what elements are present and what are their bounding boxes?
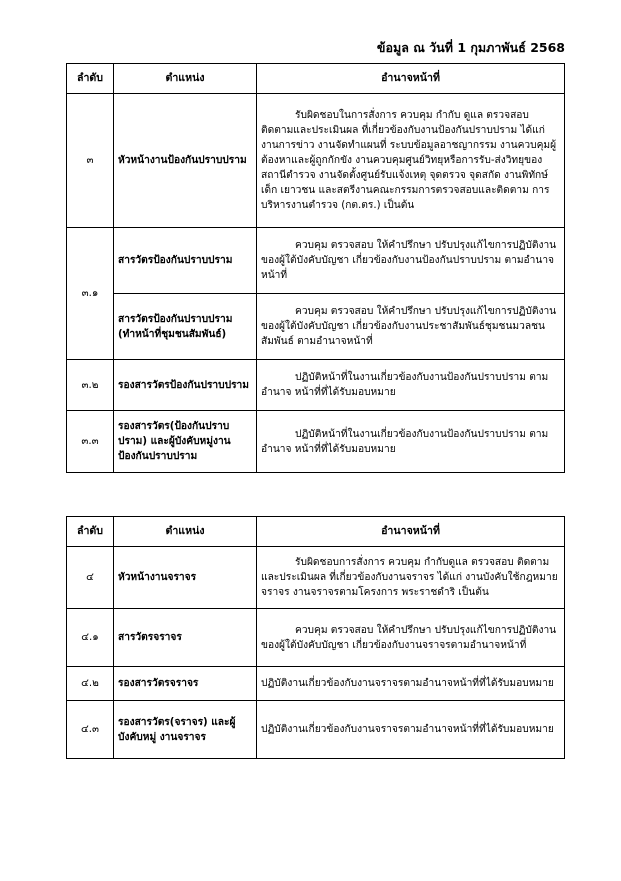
column-header-duty: อำนาจหน้าที่ <box>257 64 565 94</box>
table-header-row <box>67 64 565 94</box>
row-number: ๔ <box>67 547 114 609</box>
row-duty-text: ควบคุม ตรวจสอบ ให้คำปรึกษา ปรับปรุงแก้ไขการปฏิบัติงาน ของผู้ใต้บังคับบัญชา เกี่ยวข้องกับงานจราจรตามอำนาจหน้าที่ <box>261 624 557 651</box>
table-row <box>67 94 565 228</box>
table-row <box>67 701 565 759</box>
police-prevention-duties-table <box>66 63 565 473</box>
row-duty <box>257 360 565 411</box>
row-position: สารวัตรป้องกันปราบปราม <box>114 228 257 294</box>
row-position: รองสารวัตร(ป้องกันปราบปราม) และผู้บังคับหมู่งานป้องกันปราบปราม <box>114 411 257 473</box>
column-header-order: ลำดับ <box>67 517 114 547</box>
table-row <box>67 411 565 473</box>
data-as-of-date: ข้อมูล ณ วันที่ 1 กุมภาพันธ์ 2568 <box>376 40 565 55</box>
row-duty <box>257 228 565 294</box>
row-duty <box>257 609 565 667</box>
table-row <box>67 360 565 411</box>
row-number: ๓ <box>67 94 114 228</box>
table-row <box>67 667 565 701</box>
row-duty <box>257 547 565 609</box>
row-number: ๔.๑ <box>67 609 114 667</box>
row-duty-text: ปฏิบัติหน้าที่ในงานเกี่ยวข้องกับงานป้องกันปราบปราม ตามอำนาจ หน้าที่ที่ได้รับมอบหมาย <box>261 428 549 455</box>
row-position: รองสารวัตร(จราจร) และผู้บังคับหมู่ งานจราจร <box>114 701 257 759</box>
row-duty <box>257 294 565 360</box>
table-row <box>67 609 565 667</box>
column-header-duty: อำนาจหน้าที่ <box>257 517 565 547</box>
table-row <box>67 228 565 294</box>
row-position: สารวัตรป้องกันปราบปราม (ทำหน้าที่ชุมชนสัมพันธ์) <box>114 294 257 360</box>
row-number: ๓.๑ <box>67 228 114 360</box>
row-duty-text: ควบคุม ตรวจสอบ ให้คำปรึกษา ปรับปรุงแก้ไขการปฏิบัติงาน ของผู้ใต้บังคับบัญชา เกี่ยวข้องกับงานป้องกันปราบปราม ตามอำนาจหน้าที่ <box>261 240 557 281</box>
row-duty-text: ปฏิบัติหน้าที่ในงานเกี่ยวข้องกับงานป้องกันปราบปราม ตามอำนาจ หน้าที่ที่ได้รับมอบหมาย <box>261 372 549 398</box>
row-duty <box>257 411 565 473</box>
row-duty: ปฏิบัติงานเกี่ยวข้องกับงานจราจรตามอำนาจหน้าที่ที่ได้รับมอบหมาย <box>257 701 565 759</box>
row-number: ๔.๓ <box>67 701 114 759</box>
row-position: หัวหน้างานจราจร <box>114 547 257 609</box>
table-header-row <box>67 517 565 547</box>
column-header-order: ลำดับ <box>67 64 114 94</box>
traffic-duties-table <box>66 516 565 759</box>
row-position: รองสารวัตรป้องกันปราบปราม <box>114 360 257 411</box>
table-row <box>67 294 565 360</box>
row-duty-text: รับผิดชอบในการสั่งการ ควบคุม กำกับ ดูแล ตรวจสอบ ติดตามและประเมินผล ที่เกี่ยวข้องกับงานป้องกันปราบปราม ได้แก่ งานการข่าว งานจัดทำแผนที่ ระบบข้อมูลอาชญากรรม งานควบคุมผู้ต้องหาและผู้ถูกกักขัง งานควบคุมศูนย์วิทยุหรือการรับ-ส่งวิทยุของสถานีตำรวจ งานจัดตั้งศูนย์รับแจ้งเหตุ จุดตรวจ จุดสกัด งานพิทักษ์เด็ก เยาวชน และสตรีงานคณะกรรมการตรวจสอบและติดตาม การบริหารงานตำรวจ (กต.ตร.) เป็นต้น <box>261 110 557 211</box>
row-duty-text: รับผิดชอบการสั่งการ ควบคุม กำกับดูแล ตรวจสอบ ติดตามและประเมินผล ที่เกี่ยวข้องกับงานจราจร ได้แก่ งานบังคับใช้กฎหมายจราจร งานจราจรตามโครงการ พระราชดำริ เป็นต้น <box>261 557 558 598</box>
row-number: ๓.๒ <box>67 360 114 411</box>
row-position: รองสารวัตรจราจร <box>114 667 257 701</box>
row-position: สารวัตรจราจร <box>114 609 257 667</box>
row-duty-text: ควบคุม ตรวจสอบ ให้คำปรึกษา ปรับปรุงแก้ไขการปฏิบัติงาน ของผู้ใต้บังคับบัญชา เกี่ยวข้องกับงานประชาสัมพันธ์ชุมชนมวลชนสัมพันธ์ ตามอำนาจหน้าที่ <box>261 306 557 347</box>
row-duty: ปฏิบัติงานเกี่ยวข้องกับงานจราจรตามอำนาจหน้าที่ที่ได้รับมอบหมาย <box>257 667 565 701</box>
column-header-position: ตำแหน่ง <box>114 517 257 547</box>
row-duty <box>257 94 565 228</box>
row-position: หัวหน้างานป้องกันปราบปราม <box>114 94 257 228</box>
column-header-position: ตำแหน่ง <box>114 64 257 94</box>
row-number: ๔.๒ <box>67 667 114 701</box>
row-number: ๓.๓ <box>67 411 114 473</box>
table-row <box>67 547 565 609</box>
